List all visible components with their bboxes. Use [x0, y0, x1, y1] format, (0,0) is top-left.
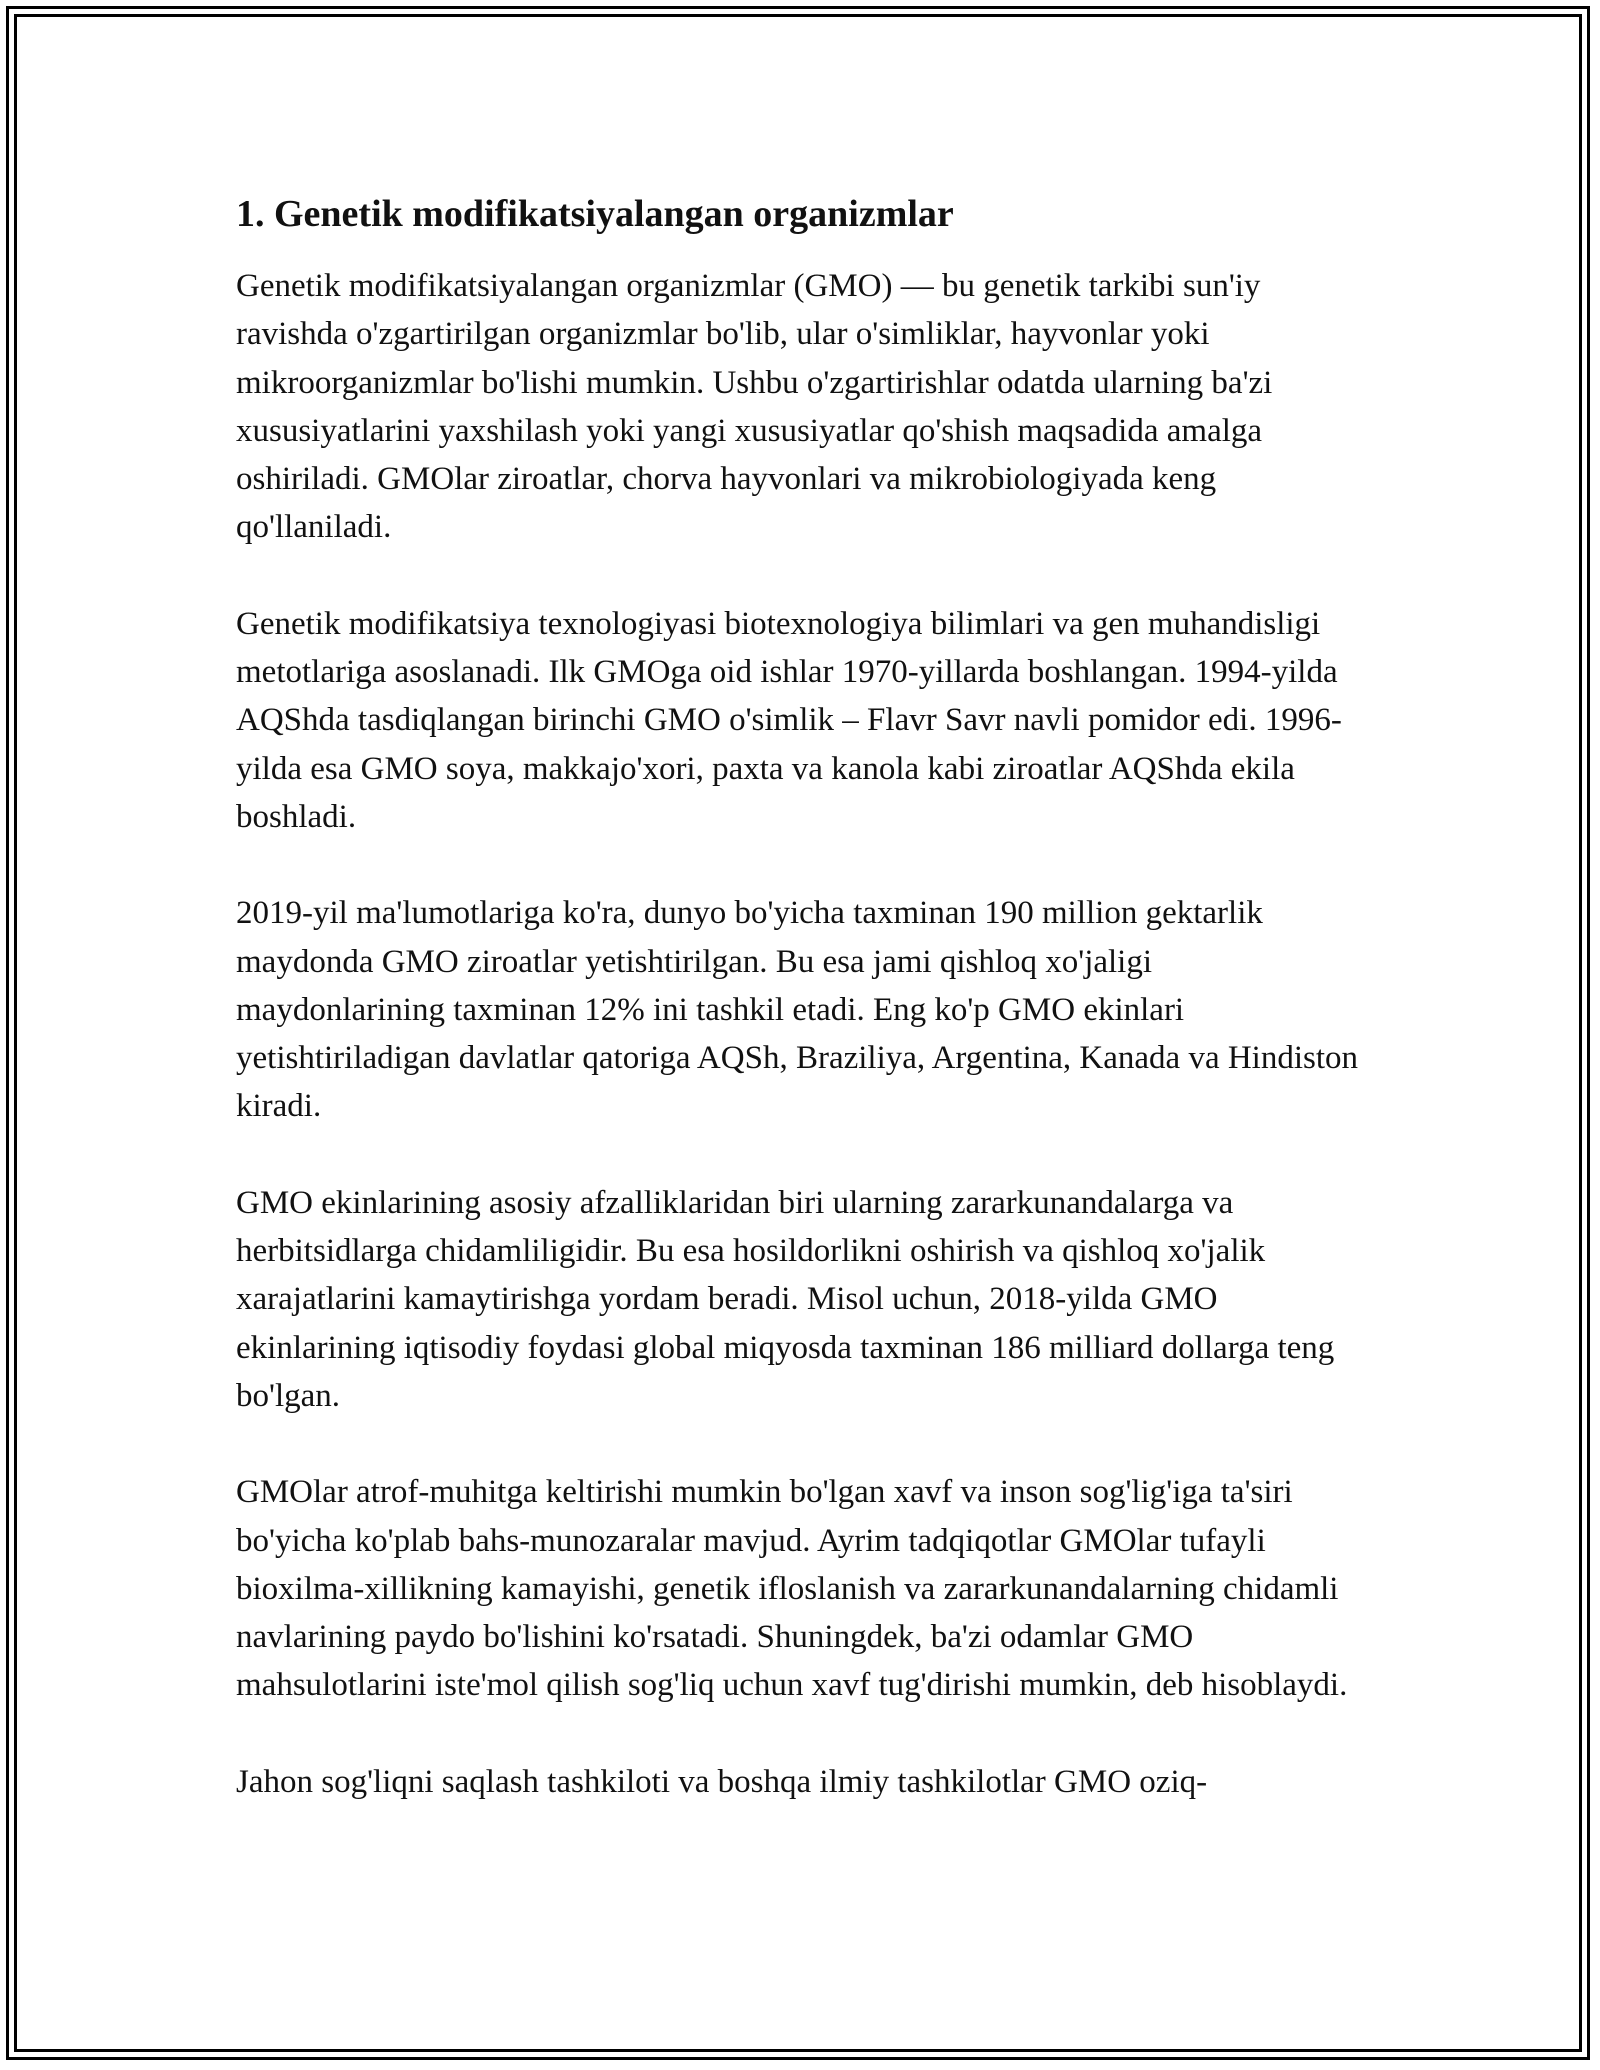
paragraph-3: 2019-yil ma'lumotlariga ko'ra, dunyo bo'yicha taxminan 190 million gektarlik maydonda GMO ziroatlar yetishtirilgan. Bu esa jami qishloq xo'jaligi maydonlarining taxminan 12% ini tashkil etadi. Eng ko'p GMO ekinlari yetishtiriladigan davlatlar qatoriga AQSh, Braziliya, Argentina, Kanada va Hindiston kiradi. [236, 895, 1359, 1125]
section-heading: 1. Genetik modifikatsiyalangan organizmlar [236, 193, 954, 235]
paragraph-1: Genetik modifikatsiyalangan organizmlar (GMO) — bu genetik tarkibi sun'iy ravishda o'zgartirilgan organizmlar bo'lib, ular o'simliklar, hayvonlar yoki mikroorganizmlar bo'lishi mumkin. Ushbu o'zgartirishlar odatda ularning ba'zi xususiyatlarini yaxshilash yoki yangi xususiyatlar qo'shish maqsadida amalga oshiriladi. GMOlar ziroatlar, chorva hayvonlari va mikrobiologiyada keng qo'llaniladi. [236, 268, 1273, 546]
paragraph-2: Genetik modifikatsiya texnologiyasi biotexnologiya bilimlari va gen muhandisligi metotlariga asoslanadi. Ilk GMOga oid ishlar 1970-yillarda boshlangan. 1994-yilda AQShda tasdiqlangan birinchi GMO o'simlik – Flavr Savr navli pomidor edi. 1996-yilda esa GMO soya, makkajo'xori, paxta va kanola kabi ziroatlar AQShda ekila boshladi. [236, 605, 1342, 835]
paragraph-6: Jahon sog'liqni saqlash tashkiloti va boshqa ilmiy tashkilotlar GMO oziq- [236, 1763, 1208, 1800]
document-body [236, 186, 1366, 1806]
paragraph-5: GMOlar atrof-muhitga keltirishi mumkin bo'lgan xavf va inson sog'lig'iga ta'siri bo'yicha ko'plab bahs-munozaralar mavjud. Ayrim tadqiqotlar GMOlar tufayli bioxilma-xillikning kamayishi, genetik ifloslanish va zararkunandalarning chidamli navlarining paydo bo'lishini ko'rsatadi. Shuningdek, ba'zi odamlar GMO mahsulotlarini iste'mol qilish sog'liq uchun xavf tug'dirishi mumkin, deb hisoblaydi. [236, 1474, 1348, 1704]
paragraph-4: GMO ekinlarining asosiy afzalliklaridan biri ularning zararkunandalarga va herbitsidlarga chidamliligidir. Bu esa hosildorlikni oshirish va qishloq xo'jalik xarajatlarini kamaytirishga yordam beradi. Misol uchun, 2018-yilda GMO ekinlarining iqtisodiy foydasi global miqyosda taxminan 186 milliard dollarga teng bo'lgan. [236, 1184, 1335, 1414]
